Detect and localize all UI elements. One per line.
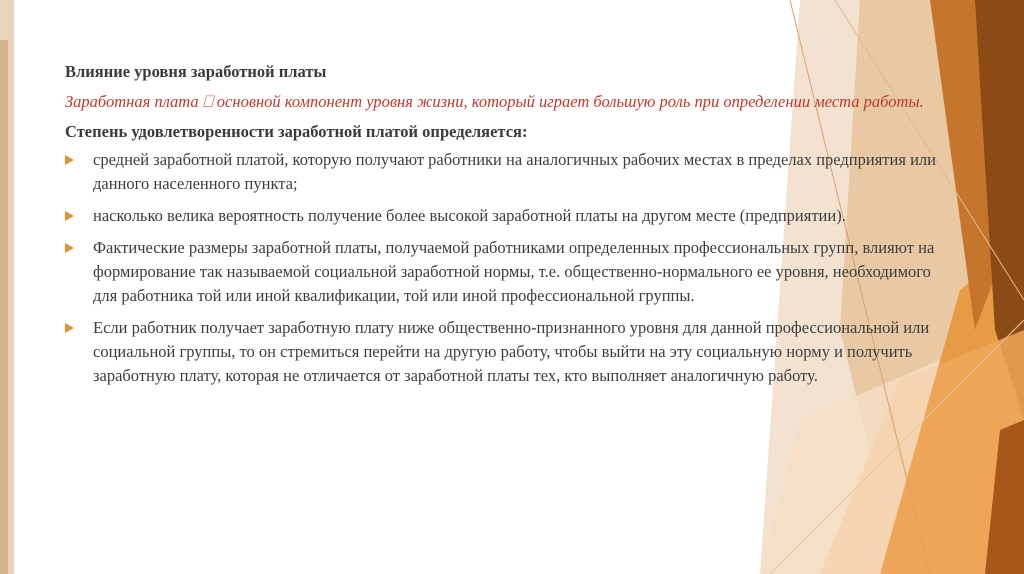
- bullet-text: Фактические размеры заработной платы, получаемой работниками определенных профессиональных групп, влияют на формирование так называемой социальной заработной нормы, т.е. общественно-нормального ее уровня, необходимого для работника той или иной квалификации, той или иной профессиональной группы.: [93, 238, 935, 305]
- triangle-bullet-icon: [65, 323, 74, 333]
- left-strip-accent: [0, 40, 8, 574]
- bullet-text: средней заработной платой, которую получают работники на аналогичных рабочих местах в пределах предприятия или данного населенного пункта;: [93, 150, 936, 193]
- slide-title: Влияние уровня заработной платы: [65, 62, 327, 81]
- triangle-bullet-icon: [65, 211, 74, 221]
- bullet-item: [65, 236, 943, 308]
- triangle-bullet-icon: [65, 155, 74, 165]
- bullet-list: [65, 148, 945, 388]
- bullet-item: [65, 148, 943, 196]
- triangle-bullet-icon: [65, 243, 74, 253]
- section-subheading: Степень удовлетворенности заработной платой определяется:: [65, 122, 528, 141]
- bullet-item: [65, 204, 943, 228]
- bullet-text: Если работник получает заработную плату ниже общественно-признанного уровня для данной профессиональной или социальной группы, то он стремиться перейти на другую работу, чтобы выйти на эту социальную норму и получить заработную плату, которая не отличается от заработной платы тех, кто выполняет аналогичную работу.: [93, 318, 930, 385]
- bullet-item: [65, 316, 943, 388]
- lead-statement: Заработная плата ⎕ основной компонент уровня жизни, который играет большую роль при определении места работы.: [65, 92, 924, 111]
- slide-content: [65, 60, 945, 396]
- bullet-text: насколько велика вероятность получение более высокой заработной платы на другом месте (предприятии).: [93, 206, 846, 225]
